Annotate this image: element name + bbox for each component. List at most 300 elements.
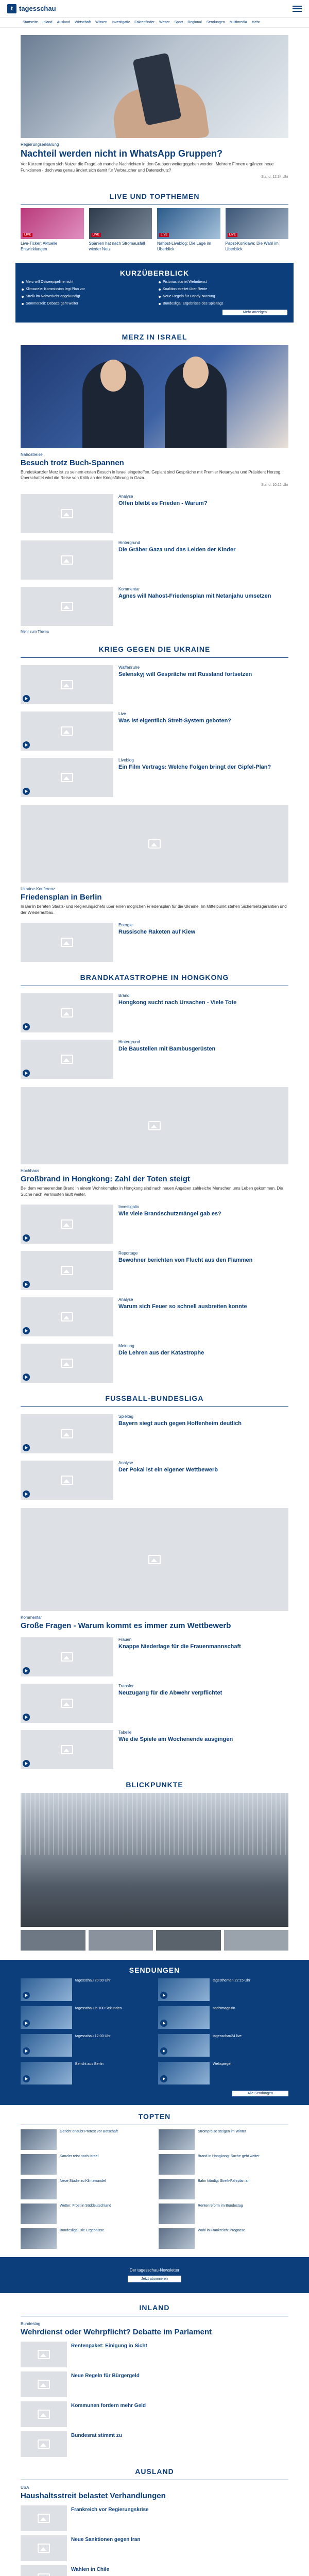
topten-title[interactable]: Bahn kündigt Streik-Fahrplan an <box>198 2179 250 2183</box>
topten-item[interactable] <box>21 2228 150 2249</box>
list-headline[interactable]: Bayern siegt auch gegen Hoffenheim deutlich <box>118 1420 242 1427</box>
list-topline: Transfer <box>118 1684 134 1689</box>
topten-thumbnail[interactable] <box>159 2204 195 2224</box>
list-body <box>118 587 288 626</box>
sendungen-more-button[interactable]: Alle Sendungen <box>232 2091 288 2096</box>
play-icon[interactable] <box>160 2075 167 2082</box>
hero-image[interactable] <box>21 35 288 138</box>
list-item[interactable] <box>0 540 309 580</box>
overview-more-button[interactable]: Mehr anzeigen <box>222 310 287 315</box>
list-item[interactable] <box>0 1684 309 1723</box>
list-thumbnail[interactable] <box>21 1461 113 1500</box>
sendung-title[interactable]: tagesschau 12:00 Uhr <box>75 2035 111 2039</box>
list-thumbnail[interactable] <box>21 711 113 751</box>
image-placeholder-icon <box>61 509 73 518</box>
play-icon[interactable] <box>23 2047 30 2055</box>
play-icon[interactable] <box>23 1070 30 1077</box>
list-thumbnail[interactable] <box>21 923 113 962</box>
blickpunkte-thumb[interactable] <box>224 1930 289 1951</box>
overview-item[interactable] <box>22 280 150 284</box>
sendung-card[interactable] <box>158 2006 288 2029</box>
live-card[interactable] <box>226 208 289 252</box>
image-placeholder-icon <box>61 1476 73 1485</box>
ausland-headline[interactable]: Haushaltsstreit belastet Verhandlungen <box>21 2492 166 2501</box>
sendungen-block <box>0 1960 309 2105</box>
topten-title[interactable]: Gericht erlaubt Protest vor Botschaft <box>60 2130 118 2134</box>
list-thumbnail[interactable] <box>21 1344 113 1383</box>
bullet-icon <box>159 296 161 298</box>
play-icon[interactable] <box>23 1281 30 1288</box>
feed-headline[interactable]: Frankreich vor Regierungskrise <box>71 2507 149 2513</box>
list-topline: Live <box>118 711 126 716</box>
overview-item[interactable] <box>159 280 287 284</box>
play-icon[interactable] <box>23 695 30 702</box>
hero-text: Vor Kurzem fragen sich Nutzer die Frage, ob manche Nachrichten in den Gruppen weitergegeben werden. Mehrere Firmen ergänzen neue Funktionen - doch was genau ändert sich damit für Verbraucher und Datenschutz? <box>21 162 274 173</box>
list-item[interactable] <box>0 711 309 751</box>
blickpunkte-thumbs <box>0 1927 309 1951</box>
sendung-card[interactable] <box>21 2006 151 2029</box>
live-title[interactable]: Nahost-Liveblog: Die Lage im Überblick <box>157 241 211 251</box>
play-icon[interactable] <box>23 1023 30 1030</box>
list-thumbnail[interactable] <box>21 540 113 580</box>
list-headline[interactable]: Hongkong sucht nach Ursachen - Viele Tote <box>118 999 237 1006</box>
overview-item[interactable] <box>159 295 287 298</box>
list-topline: Energie <box>118 923 133 928</box>
feed-headline[interactable]: Kommunen fordern mehr Geld <box>71 2403 146 2409</box>
play-icon[interactable] <box>160 2047 167 2055</box>
topten-item[interactable] <box>21 2204 150 2224</box>
logo-mark: t <box>7 4 16 13</box>
feed-headline[interactable]: Neue Sanktionen gegen Iran <box>71 2537 141 2543</box>
logo[interactable] <box>7 4 56 13</box>
nav-item[interactable]: Sport <box>174 21 183 24</box>
play-icon[interactable] <box>23 1667 30 1674</box>
blickpunkte-thumb[interactable] <box>21 1930 85 1951</box>
overview-box <box>15 263 294 323</box>
live-thumbnail[interactable] <box>226 208 289 239</box>
list-headline[interactable]: Die Gräber Gaza und das Leiden der Kinder <box>118 546 236 553</box>
blickpunkte-thumb[interactable] <box>156 1930 221 1951</box>
section-title-hongkong: BRANDKATASTROPHE IN HONGKONG <box>80 973 229 982</box>
list-headline[interactable]: Warum sich Feuer so schnell ausbreiten konnte <box>118 1303 247 1310</box>
play-icon[interactable] <box>23 2075 30 2082</box>
list-headline[interactable]: Ein Film Vertrags: Welche Folgen bringt der Gipfel-Plan? <box>118 764 271 770</box>
feed-item[interactable] <box>21 2401 288 2427</box>
list-item[interactable] <box>0 1297 309 1336</box>
sendung-title[interactable]: nachtmagazin <box>213 2007 235 2011</box>
list-body <box>118 993 288 1032</box>
topten-item[interactable] <box>21 2129 150 2150</box>
overview-item-label: Koalition streitet über Rente <box>163 287 208 291</box>
feed-headline[interactable]: Neue Regeln für Bürgergeld <box>71 2373 140 2379</box>
bullet-icon <box>159 281 161 283</box>
list-headline[interactable]: Die Baustellen mit Bambusgerüsten <box>118 1046 216 1053</box>
image-placeholder-icon <box>38 2380 50 2389</box>
play-icon[interactable] <box>23 1444 30 1451</box>
feed-item[interactable] <box>21 2342 288 2367</box>
sendung-thumbnail[interactable] <box>158 2062 210 2084</box>
live-card[interactable] <box>157 208 220 252</box>
list-item[interactable] <box>0 1637 309 1676</box>
feed-thumbnail[interactable] <box>21 2565 67 2576</box>
list-headline[interactable]: Was ist eigentlich Streit-System geboten? <box>118 717 232 724</box>
list-headline[interactable]: Wie viele Brandschutzmängel gab es? <box>118 1211 221 1217</box>
list-thumbnail[interactable] <box>21 1040 113 1079</box>
list-item[interactable] <box>0 923 309 962</box>
sendung-thumbnail[interactable] <box>158 1978 210 2001</box>
play-icon[interactable] <box>23 1374 30 1381</box>
list-thumbnail[interactable] <box>21 1251 113 1290</box>
play-icon[interactable] <box>160 1992 167 1999</box>
section-title-ukraine: KRIEG GEGEN DIE UKRAINE <box>98 645 211 653</box>
topten-item[interactable] <box>21 2154 150 2175</box>
image-placeholder-icon <box>61 726 73 736</box>
list-thumbnail[interactable] <box>21 665 113 704</box>
ukraine-hero-headline[interactable]: Friedensplan in Berlin <box>21 892 102 902</box>
play-icon[interactable] <box>23 741 30 749</box>
list-topline: Waffenruhe <box>118 665 140 670</box>
list-body <box>118 1297 288 1336</box>
play-icon[interactable] <box>23 1760 30 1767</box>
image-placeholder-icon <box>61 555 73 565</box>
list-body <box>118 1040 288 1079</box>
feed-item[interactable] <box>21 2505 288 2531</box>
sendung-thumbnail[interactable] <box>21 2006 72 2029</box>
feed-item[interactable] <box>21 2371 288 2397</box>
topten-thumbnail[interactable] <box>21 2228 57 2249</box>
nav-item[interactable]: Mehr <box>251 21 260 24</box>
list-item[interactable] <box>0 587 309 626</box>
live-thumbnail[interactable] <box>89 208 152 239</box>
live-title[interactable]: Papst-Konklave: Die Wahl im Überblick <box>225 241 279 251</box>
bundesliga-hero-headline[interactable]: Große Fragen - Warum kommt es immer zum Wettbewerb <box>21 1621 231 1631</box>
nav-item[interactable]: Investigativ <box>112 21 130 24</box>
sendung-title[interactable]: tagesschau24 live <box>213 2035 242 2039</box>
list-item[interactable] <box>0 494 309 533</box>
sendung-title[interactable]: tagesthemen 22:15 Uhr <box>213 1979 251 1983</box>
live-thumbnail[interactable] <box>157 208 220 239</box>
feed-headline[interactable]: Bundesrat stimmt zu <box>71 2433 122 2439</box>
topten-title[interactable]: Brand in Hongkong: Suche geht weiter <box>198 2155 260 2159</box>
image-placeholder-icon <box>61 1699 73 1708</box>
sendung-thumbnail[interactable] <box>21 1978 72 2001</box>
bullet-icon <box>22 303 24 305</box>
list-item[interactable] <box>0 1205 309 1244</box>
feed-thumbnail[interactable] <box>21 2431 67 2457</box>
list-item[interactable] <box>0 1730 309 1769</box>
hongkong-hero-image[interactable] <box>21 1087 288 1164</box>
live-badge: LIVE <box>23 233 32 237</box>
list-topline: Liveblog <box>118 757 134 762</box>
menu-icon[interactable] <box>293 6 302 12</box>
inland-topline: Bundestag <box>21 2321 41 2327</box>
topten-thumbnail[interactable] <box>21 2204 57 2224</box>
ausland-topline: USA <box>21 2485 29 2490</box>
merz-photo[interactable] <box>21 345 288 448</box>
feed-item[interactable] <box>21 2535 288 2561</box>
hero-meta: Stand: 12:34 Uhr <box>261 175 288 179</box>
list-topline: Spieltag <box>118 1414 133 1419</box>
list-body <box>118 1344 288 1383</box>
newsletter-text: Der tagesschau-Newsletter <box>129 2268 180 2273</box>
sendung-thumbnail[interactable] <box>21 2062 72 2084</box>
overview-item[interactable] <box>22 287 150 291</box>
play-icon[interactable] <box>23 788 30 795</box>
list-headline[interactable]: Russische Raketen auf Kiew <box>118 929 196 936</box>
bundesliga-hero-image[interactable] <box>21 1508 288 1611</box>
hongkong-hero-headline[interactable]: Großbrand in Hongkong: Zahl der Toten steigt <box>21 1175 190 1184</box>
overview-item-label: Sommerzeit: Debatte geht weiter <box>26 301 78 306</box>
bullet-icon <box>159 289 161 291</box>
feed-thumbnail[interactable] <box>21 2505 67 2531</box>
sendung-title[interactable]: tagesschau in 100 Sekunden <box>75 2007 122 2011</box>
topten-title[interactable]: Kanzler reist nach Israel <box>60 2155 99 2159</box>
sendung-thumbnail[interactable] <box>158 2006 210 2029</box>
list-headline[interactable]: Der Pokal ist ein eigener Wettbewerb <box>118 1467 218 1473</box>
feed-thumbnail[interactable] <box>21 2342 67 2367</box>
image-placeholder-icon <box>38 2439 50 2449</box>
nav-item[interactable]: Faktenfinder <box>134 21 154 24</box>
list-topline: Hintergrund <box>118 540 140 545</box>
play-icon[interactable] <box>23 1234 30 1242</box>
list-topline: Investigativ <box>118 1205 140 1210</box>
topten-thumbnail[interactable] <box>159 2154 195 2175</box>
list-thumbnail[interactable] <box>21 1297 113 1336</box>
newsletter-button[interactable]: Jetzt abonnieren <box>128 2276 181 2282</box>
hero-topline: Regierungserklärung <box>21 142 59 147</box>
bundesliga-hero-topline: Kommentar <box>21 1615 42 1620</box>
list-thumbnail[interactable] <box>21 993 113 1032</box>
overview-item-label: Neue Regeln für Handy-Nutzung <box>163 294 215 298</box>
topten-thumbnail[interactable] <box>21 2154 57 2175</box>
image-placeholder-icon <box>61 1359 73 1368</box>
sendung-title[interactable]: Bericht aus Berlin <box>75 2062 104 2066</box>
list-body <box>118 494 288 533</box>
merz-text: Bundeskanzler Merz ist zu seinem ersten Besuch in Israel eingetroffen. Geplant sind Gespräche mit Premier Netanyahu und Präsident Herzog. Überschattet wird die Reise von Kritik an der Kriegsführung in Gaza. <box>21 469 282 481</box>
overview-item[interactable] <box>22 302 150 306</box>
list-topline: Kommentar <box>118 586 140 591</box>
topten-thumbnail[interactable] <box>159 2228 195 2249</box>
list-body <box>118 1205 288 1244</box>
overview-item-label: Merz will Ostseepipeline nicht <box>26 280 74 284</box>
live-card[interactable] <box>21 208 84 252</box>
section-title-live: LIVE UND TOPTHEMEN <box>109 192 200 201</box>
list-topline: Analyse <box>118 1297 133 1302</box>
play-icon[interactable] <box>160 2020 167 2027</box>
section-title-sendungen: SENDUNGEN <box>129 1966 180 1975</box>
section-title-topten: TOPTEN <box>138 2112 171 2121</box>
list-body <box>118 1637 288 1676</box>
nav-item[interactable]: Startseite <box>23 21 38 24</box>
topten-item[interactable] <box>159 2179 288 2199</box>
section-title-inland: INLAND <box>139 2303 170 2312</box>
list-headline[interactable]: Offen bleibt es Frieden - Warum? <box>118 500 208 506</box>
site-header <box>0 0 309 18</box>
list-thumbnail[interactable] <box>21 1730 113 1769</box>
list-headline[interactable]: Bewohner berichten von Flucht aus den Flammen <box>118 1257 253 1264</box>
image-placeholder-icon <box>38 2544 50 2553</box>
list-item[interactable] <box>0 1414 309 1453</box>
list-topline: Brand <box>118 993 130 998</box>
sendung-card[interactable] <box>158 2062 288 2084</box>
topten-title[interactable]: Rentenreform im Bundestag <box>198 2204 243 2208</box>
merz-meta: Stand: 10:12 Uhr <box>261 483 288 487</box>
list-thumbnail[interactable] <box>21 758 113 797</box>
bullet-icon <box>22 296 24 298</box>
list-body <box>118 711 288 751</box>
nav-item[interactable]: Inland <box>42 21 53 24</box>
overview-item-label: Pistorius startet Wehrdienst <box>163 280 207 284</box>
live-row <box>0 208 309 252</box>
sendung-card[interactable] <box>158 2034 288 2057</box>
list-body <box>118 1730 288 1769</box>
play-icon[interactable] <box>23 1992 30 1999</box>
topten-item[interactable] <box>159 2204 288 2224</box>
overview-item-label: Bundesliga: Ergebnisse des Spieltags <box>163 301 224 306</box>
hero-headline[interactable]: Nachteil werden nicht in WhatsApp Gruppen? <box>21 148 223 159</box>
list-topline: Analyse <box>118 1461 133 1466</box>
list-headline[interactable]: Selenskyj will Gespräche mit Russland fortsetzen <box>118 671 252 677</box>
list-headline[interactable]: Wie die Spiele am Wochenende ausgingen <box>118 1736 233 1743</box>
live-badge: LIVE <box>159 233 169 237</box>
feed-item[interactable] <box>21 2431 288 2457</box>
list-item[interactable] <box>0 1251 309 1290</box>
topten-thumbnail[interactable] <box>159 2129 195 2150</box>
nav-item[interactable]: Multimedia <box>229 21 247 24</box>
list-body <box>118 540 288 580</box>
topten-title[interactable]: Wahl in Frankreich: Prognose <box>198 2229 245 2233</box>
sendung-card[interactable] <box>21 2062 151 2084</box>
topten-item[interactable] <box>159 2129 288 2150</box>
live-thumbnail[interactable] <box>21 208 84 239</box>
section-title-bundesliga: FUSSBALL-BUNDESLIGA <box>105 1394 204 1403</box>
list-body <box>118 1461 288 1500</box>
overview-item[interactable] <box>22 295 150 298</box>
topten-thumbnail[interactable] <box>21 2179 57 2199</box>
feed-thumbnail[interactable] <box>21 2401 67 2427</box>
section-title-ausland: AUSLAND <box>135 2467 174 2476</box>
blickpunkte-image[interactable] <box>21 1793 288 1927</box>
image-placeholder-icon <box>61 1652 73 1662</box>
list-headline[interactable]: Knappe Niederlage für die Frauenmannschaft <box>118 1643 241 1650</box>
list-headline[interactable]: Die Lehren aus der Katastrophe <box>118 1350 204 1357</box>
feed-item[interactable] <box>21 2565 288 2576</box>
list-topline: Analyse <box>118 494 133 499</box>
topten-item[interactable] <box>159 2228 288 2249</box>
list-thumbnail[interactable] <box>21 1205 113 1244</box>
play-icon[interactable] <box>23 1327 30 1334</box>
live-card[interactable] <box>89 208 152 252</box>
list-topline: Reportage <box>118 1251 138 1256</box>
topten-item[interactable] <box>159 2154 288 2175</box>
sendung-thumbnail[interactable] <box>21 2034 72 2057</box>
bullet-icon <box>22 289 24 291</box>
newsletter-banner <box>0 2257 309 2293</box>
sendung-title[interactable]: tagesschau 20:00 Uhr <box>75 1979 111 1983</box>
hongkong-hero-text: Bei dem verheerenden Brand in einem Wohnkomplex in Hongkong sind nach neuen Angaben zahlreiche Menschen ums Leben gekommen. Die Suche nach Vermissten läuft weiter. <box>21 1186 283 1197</box>
list-topline: Hintergrund <box>118 1040 140 1045</box>
live-title[interactable]: Live-Ticker: Aktuelle Entwicklungen <box>21 241 58 251</box>
overview-item[interactable] <box>159 302 287 306</box>
ukraine-hero-image[interactable] <box>21 805 288 883</box>
list-body <box>118 758 288 797</box>
feed-headline[interactable]: Rentenpaket: Einigung in Sicht <box>71 2343 147 2349</box>
list-thumbnail[interactable] <box>21 1414 113 1453</box>
merz-headline[interactable]: Besuch trotz Buch-Spannen <box>21 458 124 467</box>
live-badge: LIVE <box>228 233 237 237</box>
ukraine-hero-text: In Berlin beraten Staats- und Regierungschefs über einen möglichen Friedensplan für die Ukraine. Im Mittelpunkt stehen Sicherheitsgarantien und der Wiederaufbau. <box>21 904 287 915</box>
sendung-card[interactable] <box>21 1978 151 2001</box>
list-topline: Meinung <box>118 1344 134 1349</box>
list-body <box>118 665 288 704</box>
nav-item[interactable]: Wetter <box>159 21 170 24</box>
merz-topline: Nahostreise <box>21 452 43 457</box>
list-thumbnail[interactable] <box>21 1684 113 1723</box>
sendung-card[interactable] <box>21 2034 151 2057</box>
list-headline[interactable]: Agnes will Nahost-Friedensplan mit Netanjahu umsetzen <box>118 592 271 599</box>
image-placeholder-icon <box>61 1266 73 1275</box>
list-item[interactable] <box>0 993 309 1032</box>
feed-thumbnail[interactable] <box>21 2371 67 2397</box>
topten-item[interactable] <box>21 2179 150 2199</box>
live-badge: LIVE <box>91 233 101 237</box>
list-thumbnail[interactable] <box>21 494 113 533</box>
nav-item[interactable]: Ausland <box>57 21 70 24</box>
image-placeholder-icon <box>61 773 73 782</box>
play-icon[interactable] <box>23 1714 30 1721</box>
merz-more-link[interactable]: Mehr zum Thema <box>21 630 49 634</box>
topten-thumbnail[interactable] <box>21 2129 57 2150</box>
play-icon[interactable] <box>23 2020 30 2027</box>
feed-headline[interactable]: Wahlen in Chile <box>71 2567 110 2573</box>
list-headline[interactable]: Neuzugang für die Abwehr verpflichtet <box>118 1690 222 1697</box>
hongkong-hero-topline: Hochhaus <box>21 1168 40 1174</box>
feed-thumbnail[interactable] <box>21 2535 67 2561</box>
image-placeholder-icon <box>38 2573 50 2576</box>
main-nav <box>0 18 309 28</box>
topten-title[interactable]: Strompreise steigen im Winter <box>198 2130 246 2134</box>
image-placeholder-icon <box>61 1745 73 1754</box>
nav-item[interactable]: Regional <box>187 21 202 24</box>
play-icon[interactable] <box>23 1490 30 1498</box>
sendung-thumbnail[interactable] <box>158 2034 210 2057</box>
list-body <box>118 923 288 962</box>
list-item[interactable] <box>0 1040 309 1079</box>
blickpunkte-thumb[interactable] <box>89 1930 153 1951</box>
list-thumbnail[interactable] <box>21 1637 113 1676</box>
list-item[interactable] <box>0 758 309 797</box>
list-item[interactable] <box>0 1344 309 1383</box>
list-thumbnail[interactable] <box>21 587 113 626</box>
nav-item[interactable]: Sendungen <box>206 21 225 24</box>
topten-title[interactable]: Neue Studie zu Klimawandel <box>60 2179 106 2183</box>
live-title[interactable]: Spanien hat nach Stromausfall wieder Netz <box>89 241 145 251</box>
sendung-title[interactable]: Weltspiegel <box>213 2062 232 2066</box>
nav-item[interactable]: Wirtschaft <box>74 21 91 24</box>
topten-title[interactable]: Wetter: Frost in Süddeutschland <box>60 2204 111 2208</box>
list-topline: Frauen <box>118 1637 132 1642</box>
topten-thumbnail[interactable] <box>159 2179 195 2199</box>
image-placeholder-icon <box>61 1219 73 1229</box>
sendung-card[interactable] <box>158 1978 288 2001</box>
image-placeholder-icon <box>61 938 73 947</box>
list-item[interactable] <box>0 1461 309 1500</box>
overview-item[interactable] <box>159 287 287 291</box>
topten-title[interactable]: Bundesliga: Die Ergebnisse <box>60 2229 104 2233</box>
inland-headline[interactable]: Wehrdienst oder Wehrpflicht? Debatte im Parlament <box>21 2328 212 2337</box>
nav-item[interactable]: Wissen <box>95 21 108 24</box>
list-item[interactable] <box>0 665 309 704</box>
